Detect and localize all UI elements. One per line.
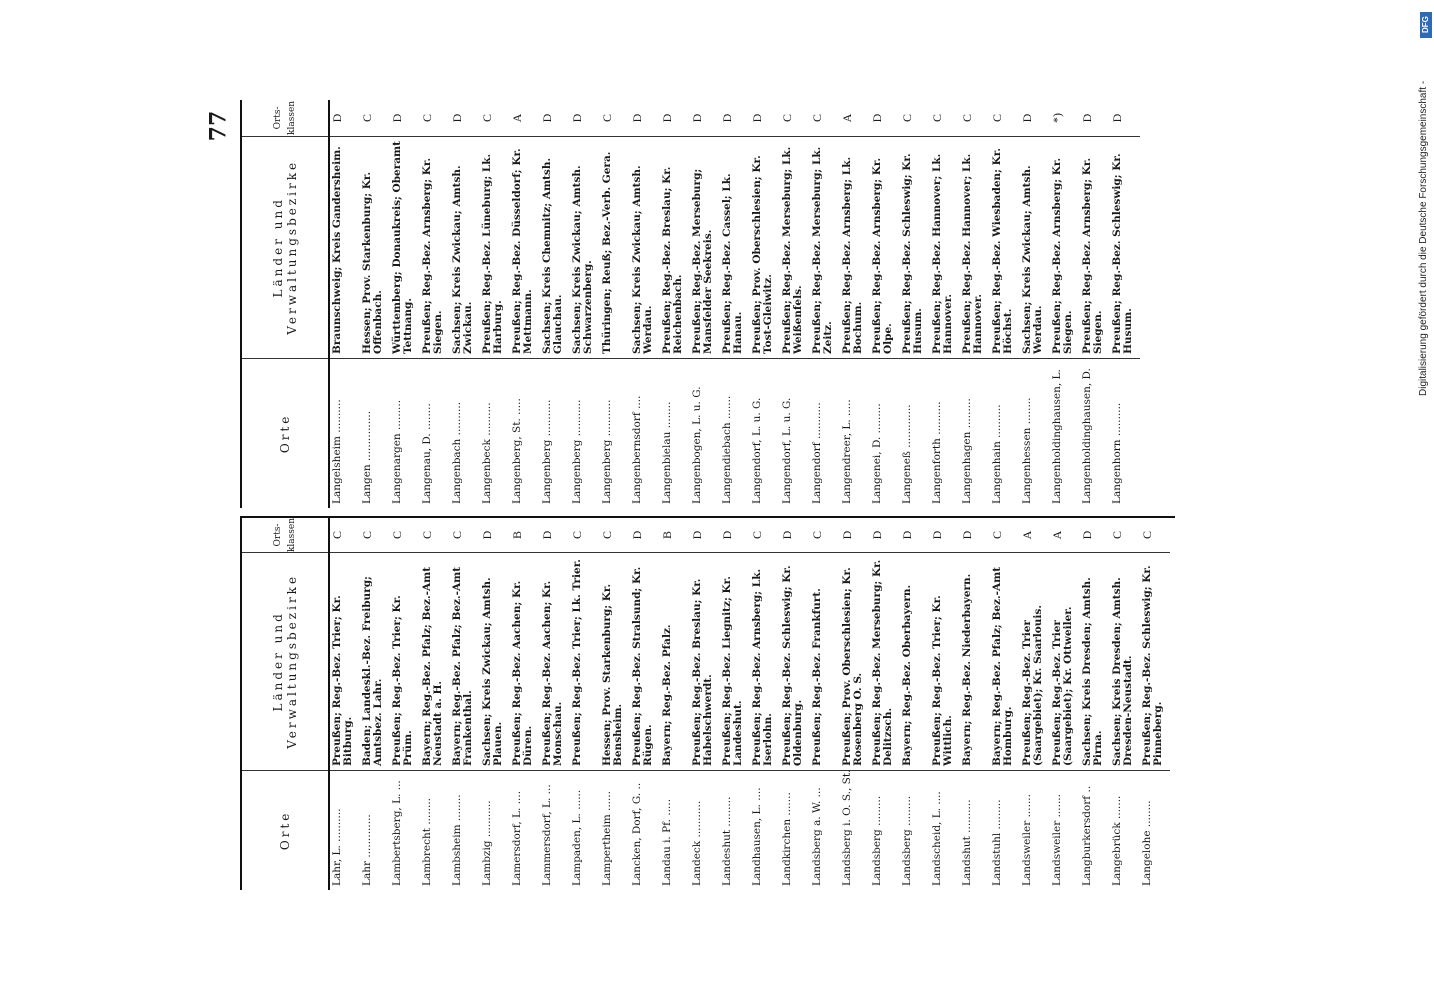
locality-class: D [750,113,764,123]
place-name: Langenholdinghausen, L. [1050,358,1080,508]
place-name: Langen ............... [360,358,390,508]
place-name: Landstuhl ......... [990,770,1020,890]
table-row [330,518,360,890]
locality-class: C [1140,531,1154,540]
table-row [480,100,510,508]
header-laender: Länder und Verwaltungsbezirke [242,552,328,770]
locality-class: C [600,114,614,123]
credit-text: Digitalisierung gefördert durch die Deutsche Forschungsgemeinschaft - [1418,80,1429,396]
district-text: Preußen; Reg.-Bez. Breslau; Kr. Habelschwerdt. [690,552,720,770]
table-row [840,100,870,508]
table-row [570,100,600,508]
district-text: Preußen; Reg.-Bez. Aachen; Kr. Düren. [510,552,540,770]
table-left-half [240,518,1175,890]
locality-class: C [960,114,974,123]
place-name: Lampertheim ...... [600,770,630,890]
district-text: Sachsen; Kreis Dresden; Amtsh. Pirna. [1080,552,1110,770]
district-text: Hessen; Prov. Starkenburg; Kr. Offenbach. [360,136,390,358]
place-name: Landeshut ......... [720,770,750,890]
district-text: Preußen; Reg.-Bez. Hannover; Lk. Hannover. [960,136,990,358]
table-row [660,518,690,890]
table-row [930,100,960,508]
table-row [630,100,660,508]
locality-class: C [420,531,434,540]
table-body-right [330,100,1175,508]
place-name: Landsberg ......... [900,770,930,890]
place-name: Langendreer, L. ..... [840,358,870,508]
locality-class: D [1110,113,1124,123]
table-row [420,100,450,508]
locality-class: C [330,531,344,540]
place-name: Langenhorn .......... [1110,358,1140,508]
table-row [870,518,900,890]
table-row [330,100,360,508]
district-text: Preußen; Reg.-Bez. Breslau; Kr. Reichenbach. [660,136,690,358]
place-name: Lambertsberg, L. ... [390,770,420,890]
district-text: Preußen; Reg.-Bez. Aachen; Kr. Monschau. [540,552,570,770]
table-row [720,100,750,508]
district-text: Preußen; Reg.-Bez. Arnsberg; Lk. Bochum. [840,136,870,358]
locality-class: D [780,530,794,540]
place-name: Langeneß ............. [900,358,930,508]
place-name: Lahr, L. .......... [330,770,360,890]
locality-class: D [690,530,704,540]
place-name: Landsberg a. W. ... [810,770,840,890]
district-text: Preußen; Reg.-Bez. Trier; Kr. Wittlich. [930,552,960,770]
place-name: Landscheid, L. .... [930,770,960,890]
table-row [1050,100,1080,508]
locality-class: D [930,530,944,540]
locality-class: D [1080,530,1094,540]
locality-class: C [420,114,434,123]
table-row [600,518,630,890]
place-name: Landsweiler ....... [1020,770,1050,890]
place-name: Langelsheim .......... [330,358,360,508]
table-row [390,518,420,890]
place-name: Langendiebach ....... [720,358,750,508]
place-name: Langenargen ......... [390,358,420,508]
district-text: Preußen; Reg.-Bez. Arnsberg; Kr. Siegen. [1080,136,1110,358]
table-row [420,518,450,890]
table-row [540,518,570,890]
table-row [1110,518,1140,890]
locality-class: D [330,113,344,123]
place-name: Landshut .......... [960,770,990,890]
locality-class: D [450,113,464,123]
table-row [810,100,840,508]
district-text: Preußen; Reg.-Bez. Trier; Lk. Trier. [570,552,600,770]
place-name: Langenholdinghausen, D. [1080,358,1110,508]
table-row [360,518,390,890]
district-text: Sachsen; Kreis Zwickau; Amtsh. Werdau. [630,136,660,358]
district-text: Sachsen; Kreis Chemnitz; Amtsh. Glauchau. [540,136,570,358]
district-text: Sachsen; Kreis Zwickau; Amtsh. Zwickau. [450,136,480,358]
table-row [900,100,930,508]
place-name: Lambrecht ........ [420,770,450,890]
table-row [840,518,870,890]
table-row [780,100,810,508]
place-name: Landeck ........... [690,770,720,890]
table-row [390,100,420,508]
place-name: Landsberg i. O. S., St. [840,770,870,890]
locality-class: D [390,113,404,123]
table-row [630,518,660,890]
table-row [480,518,510,890]
locality-class: C [900,114,914,123]
locality-class: D [540,113,554,123]
district-text: Preußen; Reg.-Bez. Frankfurt. [810,552,840,770]
table-row [930,518,960,890]
table-row [720,518,750,890]
table-row [960,100,990,508]
place-name: Langebrück ....... [1110,770,1140,890]
table-row [600,100,630,508]
district-text: Preußen; Reg.-Bez. Hannover; Lk. Hannover. [930,136,960,358]
locality-class: C [780,114,794,123]
header-ortsklassen: Orts- klassen [273,100,297,135]
table-row [570,518,600,890]
place-name: Langenhagen ......... [960,358,990,508]
district-text: Preußen; Reg.-Bez. Merseburg; Lk. Zeitz. [810,136,840,358]
district-text: Preußen; Reg.-Bez. Merseburg; Mansfelder Seekreis. [690,136,720,358]
district-text: Baden; Landeskl.-Bez. Freiburg; Amtsbez. Lahr. [360,552,390,770]
place-name: Langenforth .......... [930,358,960,508]
dfg-logo-badge: DFG [1420,12,1432,38]
locality-class: D [960,530,974,540]
table-row [1110,100,1140,508]
locality-class: C [360,114,374,123]
table-row [450,518,480,890]
district-text: Preußen; Reg.-Bez. Wiesbaden; Kr. Höchst. [990,136,1020,358]
district-text: Bayern; Reg.-Bez. Pfalz; Bez.-Amt Neustadt a. H. [420,552,450,770]
place-name: Langenberg ........... [540,358,570,508]
district-text: Bayern; Reg.-Bez. Niederbayern. [960,552,990,770]
district-text: Preußen; Reg.-Bez. Cassel; Lk. Hanau. [720,136,750,358]
table-row [690,100,720,508]
district-text: Preußen; Reg.-Bez. Trier (Saargebiet); Kr. Saarlouis. [1020,552,1050,770]
locality-class: C [450,531,464,540]
locality-class: D [660,113,674,123]
district-text: Preußen; Reg.-Bez. Schleswig; Kr. Pinneberg. [1140,552,1170,770]
place-name: Langenbach .......... [450,358,480,508]
table-row [510,518,540,890]
district-text: Preußen; Prov. Oberschlesien; Kr. Rosenberg O. S. [840,552,870,770]
locality-class: *) [1050,113,1064,123]
column-divider [240,508,1175,518]
district-text: Sachsen; Kreis Zwickau; Amtsh. Plauen. [480,552,510,770]
locality-class: C [1110,531,1124,540]
district-text: Preußen; Reg.-Bez. Schleswig; Kr. Husum. [1110,136,1140,358]
district-text: Preußen; Reg.-Bez. Lüneburg; Lk. Harburg. [480,136,510,358]
table-row [1080,100,1110,508]
locality-class: A [510,113,524,123]
district-text: Preußen; Reg.-Bez. Arnsberg; Kr. Siegen. [1050,136,1080,358]
table-row [810,518,840,890]
district-text: Bayern; Reg.-Bez. Oberbayern. [900,552,930,770]
place-name: Lahr ............. [360,770,390,890]
header-orte: Orte [242,358,328,508]
table-row [1020,518,1050,890]
place-name: Landhausen, L. .... [750,770,780,890]
district-text: Württemberg; Donaukreis; Oberamt Tettnang. [390,136,420,358]
table-row [990,518,1020,890]
district-text: Preußen; Reg.-Bez. Liegnitz; Kr. Landeshut. [720,552,750,770]
table-row [660,100,690,508]
district-text: Thüringen; Reuß; Bez.-Verb. Gera. [600,136,630,358]
locality-class: C [600,531,614,540]
place-name: Lampaden, L. ...... [570,770,600,890]
table-row [750,518,780,890]
table-row [450,100,480,508]
table-row [870,100,900,508]
district-text: Preußen; Reg.-Bez. Schleswig; Kr. Husum. [900,136,930,358]
place-name: Langenhain .......... [990,358,1020,508]
table-row [990,100,1020,508]
locality-class: C [810,114,824,123]
locality-class: C [480,114,494,123]
locality-class: C [930,114,944,123]
table-row [900,518,930,890]
table-row [960,518,990,890]
place-name: Langenbeck .......... [480,358,510,508]
district-text: Hessen; Prov. Starkenburg; Kr. Bensheim. [600,552,630,770]
place-name: Lamersdorf, L. .... [510,770,540,890]
header-ortsklassen: Orts- klassen [273,517,297,553]
district-text: Bayern; Reg.-Bez. Pfalz. [660,552,690,770]
header-orte: Orte [242,770,328,890]
table-row [690,518,720,890]
place-name: Langendorf ........... [810,358,840,508]
page-number: 77 [205,110,232,142]
locality-class: D [720,530,734,540]
district-text: Sachsen; Kreis Zwickau; Amtsh. Werdau. [1020,136,1050,358]
district-text: Bayern; Reg.-Bez. Pfalz; Bez.-Amt Homburg. [990,552,1020,770]
district-text: Braunschweig; Kreis Gandersheim. [330,136,360,358]
table-row [1080,518,1110,890]
table-row [780,518,810,890]
district-text: Preußen; Reg.-Bez. Arnsberg; Kr. Siegen. [420,136,450,358]
table-row [510,100,540,508]
district-text: Preußen; Reg.-Bez. Arnsberg; Kr. Olpe. [870,136,900,358]
locality-class: C [810,531,824,540]
locality-class: D [630,530,644,540]
locality-class: D [1020,113,1034,123]
place-name: Landkirchen ....... [780,770,810,890]
place-name: Langenberg, St. ..... [510,358,540,508]
locality-class: A [840,113,854,123]
table-header [240,100,330,508]
table-row [750,100,780,508]
locality-class: A [1020,530,1034,540]
locality-class: C [360,531,374,540]
locality-class: D [480,530,494,540]
place-name: Landsberg ......... [870,770,900,890]
table-row [360,100,390,508]
table-body-left [330,518,1175,890]
locality-class: B [510,531,524,540]
district-text: Preußen; Reg.-Bez. Trier (Saargebiet); Kr. Ottweiler. [1050,552,1080,770]
district-text: Preußen; Reg.-Bez. Arnsberg; Lk. Iserlohn. [750,552,780,770]
place-name: Langenbernsdorf .... [630,358,660,508]
place-name: Langenbogen, L. u. G. [690,358,720,508]
place-name: Langenberg ........... [570,358,600,508]
locality-class: D [690,113,704,123]
locality-class: C [990,531,1004,540]
district-text: Preußen; Reg.-Bez. Trier; Kr. Bitburg. [330,552,360,770]
locality-class: D [900,530,914,540]
locality-class: C [750,531,764,540]
locality-class: D [570,113,584,123]
table-row [540,100,570,508]
locality-class: D [840,530,854,540]
table-row [1050,518,1080,890]
place-name: Langendorf, L. u. G. [750,358,780,508]
place-name: Landau i. Pf. ..... [660,770,690,890]
district-text: Preußen; Reg.-Bez. Schleswig; Kr. Oldenburg. [780,552,810,770]
locality-class: B [660,531,674,540]
header-laender: Länder und Verwaltungsbezirke [242,136,328,358]
place-name: Langenau, D. ........ [420,358,450,508]
table-header [240,518,330,890]
place-name: Lambzig ........... [480,770,510,890]
place-name: Langendorf, L. u. G. [780,358,810,508]
table-right-half [240,100,1175,508]
district-text: Preußen; Reg.-Bez. Trier; Kr. Prüm. [390,552,420,770]
district-text: Sachsen; Kreis Zwickau; Amtsh. Schwarzenberg. [570,136,600,358]
district-text: Preußen; Reg.-Bez. Stralsund; Kr. Rügen. [630,552,660,770]
district-text: Preußen; Reg.-Bez. Merseburg; Lk. Weißenfels. [780,136,810,358]
district-text: Preußen; Reg.-Bez. Düsseldorf; Kr. Mettmann. [510,136,540,358]
locality-class: D [870,113,884,123]
place-name: Langenhessen ........ [1020,358,1050,508]
locality-class: D [720,113,734,123]
locality-class: D [1080,113,1094,123]
place-name: Landsweiler ....... [1050,770,1080,890]
rotated-table [240,100,1175,890]
place-name: Langenei, D. ......... [870,358,900,508]
district-text: Preußen; Reg.-Bez. Merseburg; Kr. Delitzsch. [870,552,900,770]
district-text: Sachsen; Kreis Dresden; Amtsh. Dresden-Neustadt. [1110,552,1140,770]
locality-class: D [540,530,554,540]
place-name: Lancken, Dorf, G. .. [630,770,660,890]
locality-class: C [990,114,1004,123]
locality-class: D [630,113,644,123]
dfg-credit [1418,6,1434,426]
table-row [1020,100,1050,508]
table-row [1140,518,1170,890]
locality-class: D [870,530,884,540]
place-name: Langenberg ........... [600,358,630,508]
locality-class: A [1050,530,1064,540]
district-text: Preußen; Prov. Oberschlesien; Kr. Tost-Gleiwitz. [750,136,780,358]
place-name: Langenbielau ........ [660,358,690,508]
locality-class: C [570,531,584,540]
place-name: Langburkersdorf .. [1080,770,1110,890]
place-name: Langelohe ........ [1140,770,1170,890]
district-text: Bayern; Reg.-Bez. Pfalz; Bez.-Amt Frankenthal. [450,552,480,770]
place-name: Lammersdorf, L. ... [540,770,570,890]
locality-class: C [390,531,404,540]
place-name: Lambsheim ........ [450,770,480,890]
